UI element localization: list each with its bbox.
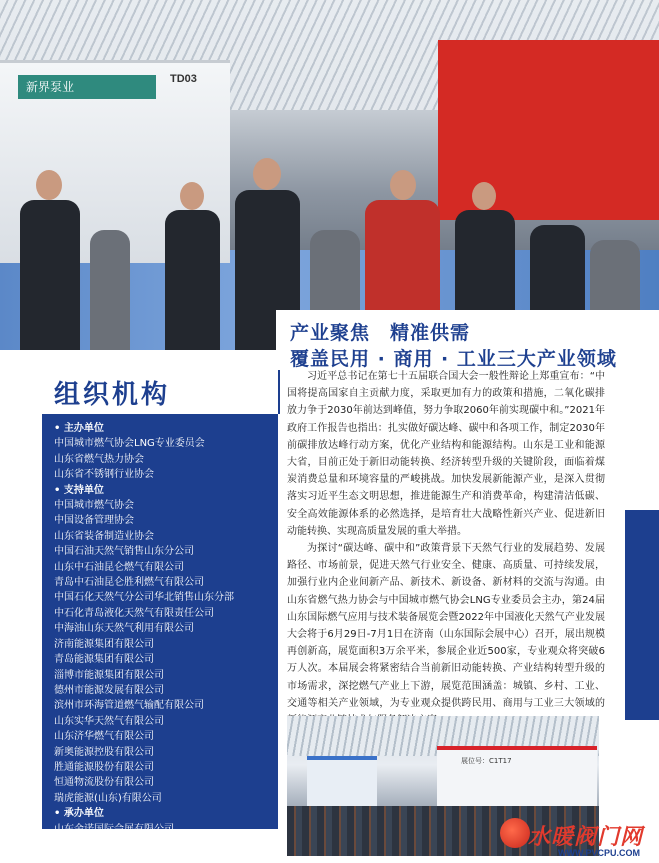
organizer-section-head: • 承办单位 [54, 806, 278, 821]
organizer-item: 瑞虎能源(山东)有限公司 [54, 792, 162, 804]
organizers-title-box [42, 370, 280, 414]
article-paragraph: 习近平总书记在第七十五届联合国大会一般性辩论上郑重宣布：“中国将提高国家自主贡献力度，采取更加有力的政策和措施，二氧化碳排放力争于2030年前达到峰值，努力争取2060年前实现碳中和。”2021年政府工作报告也指出：扎实做好碳达峰、碳中和各项工作，制定2030年前碳排放达峰行动方案，优化产业结构和能源结构。山东是工业和能源大省，目前正处于新旧动能转换、经济转型升级的关键阶段，面临着煤炭消费总量和环境容量的严峻挑战。加快发展新能源产业，是深入贯彻落实习近平生态文明思想，推进能源生产和消费革命，构建清洁低碳、安全高效能源体系的必然选择，是培育壮大战略性新兴产业、促进新旧动能转换、实现高质量发展的重大举措。 [287, 371, 605, 537]
organizer-item: 中国石油天然气销售山东分公司 [54, 546, 194, 558]
organizer-item: 中石化青岛液化天然气有限责任公司 [54, 607, 214, 619]
organizer-item: 青岛能源集团有限公司 [54, 654, 154, 666]
organizer-section-head: • 主办单位 [54, 421, 278, 436]
headline-line-2: 覆盖民用 · 商用 · 工业三大产业领域 [290, 348, 617, 370]
organizers-panel [42, 414, 278, 835]
organizer-item: 淄博市能源集团有限公司 [54, 669, 164, 681]
organizer-item: 中海油山东天然气利用有限公司 [54, 623, 194, 635]
watermark-url: WWW.PVCPU.COM [558, 848, 640, 858]
organizer-item: 中国城市燃气协会 [54, 500, 134, 512]
organizers-list [42, 414, 278, 837]
organizer-item: 山东济华燃气有限公司 [54, 731, 154, 743]
organizer-item: 山东省燃气热力协会 [54, 453, 144, 465]
organizer-item: 中国设备管理协会 [54, 515, 134, 527]
organizer-item: 滨州市环海管道燃气输配有限公司 [54, 700, 204, 712]
organizer-item: 胜通能源股份有限公司 [54, 761, 154, 773]
organizer-item: 山东省不锈钢行业协会 [54, 469, 154, 481]
organizer-item: 山东实华天然气有限公司 [54, 715, 164, 727]
organizer-item: 山东省装备制造业协会 [54, 530, 154, 542]
organizer-section-head: • 支持单位 [54, 483, 278, 498]
article-body [287, 368, 605, 729]
organizer-item: 恒通物流股份有限公司 [54, 777, 154, 789]
watermark-name: 水暖阀门网 [528, 825, 644, 850]
exhibition-hall-photo [0, 0, 659, 350]
organizer-item: 德州市能源发展有限公司 [54, 684, 164, 696]
headline-line-1: 产业聚焦 精准供需 [290, 322, 471, 344]
organizer-item: 山东中石油昆仑燃气有限公司 [54, 561, 184, 573]
booth-left-code: TD03 [170, 73, 197, 85]
decorative-bar [625, 510, 659, 720]
organizer-item: 中国城市燃气协会LNG专业委员会 [54, 438, 205, 450]
headline-box [276, 310, 659, 372]
organizers-title: 组织机构 [54, 380, 171, 410]
organizer-item: 新奥能源控股有限公司 [54, 746, 154, 758]
watermark-logo-icon [500, 818, 530, 848]
article-paragraph: 为探讨“碳达峰、碳中和”政策背景下天然气行业的发展趋势、发展路径、市场前景，促进天然气行业安全、健康、高质量、可持续发展，加强行业内企业间新产品、新技术、新设备、新材料的交流与沟通。由山东省燃气热力协会与中国城市燃气协会LNG专业委员会主办，第24届山东国际燃气应用与技术装备展览会暨2022年中国液化天然气产业发展大会将于6月29日-7月1日在济南（山东国际会展中心）召开，展出规模再创新高，展览面积3万余平米，参展企业近500家，专业观众将突破6万人次。本届展会将紧密结合当前新旧动能转换、产业结构转型升级的市场需求，深挖燃气产业上下游，展览范围涵盖：城镇、乡村、工业、交通等相关产业领域，为专业观众提供跨民用、商用与工业三大领域的 [287, 543, 605, 709]
organizer-item: 济南能源集团有限公司 [54, 638, 154, 650]
organizer-item: 山东金诺国际会展有限公司 [54, 823, 174, 835]
stand-label: 展位号：C1T17 [461, 757, 512, 765]
booth-left-sign: 新界泵业 [18, 75, 156, 99]
organizer-item: 青岛中石油昆仑胜利燃气有限公司 [54, 577, 204, 589]
organizer-item: 中国石化天然气分公司华北销售山东分部 [54, 592, 234, 604]
